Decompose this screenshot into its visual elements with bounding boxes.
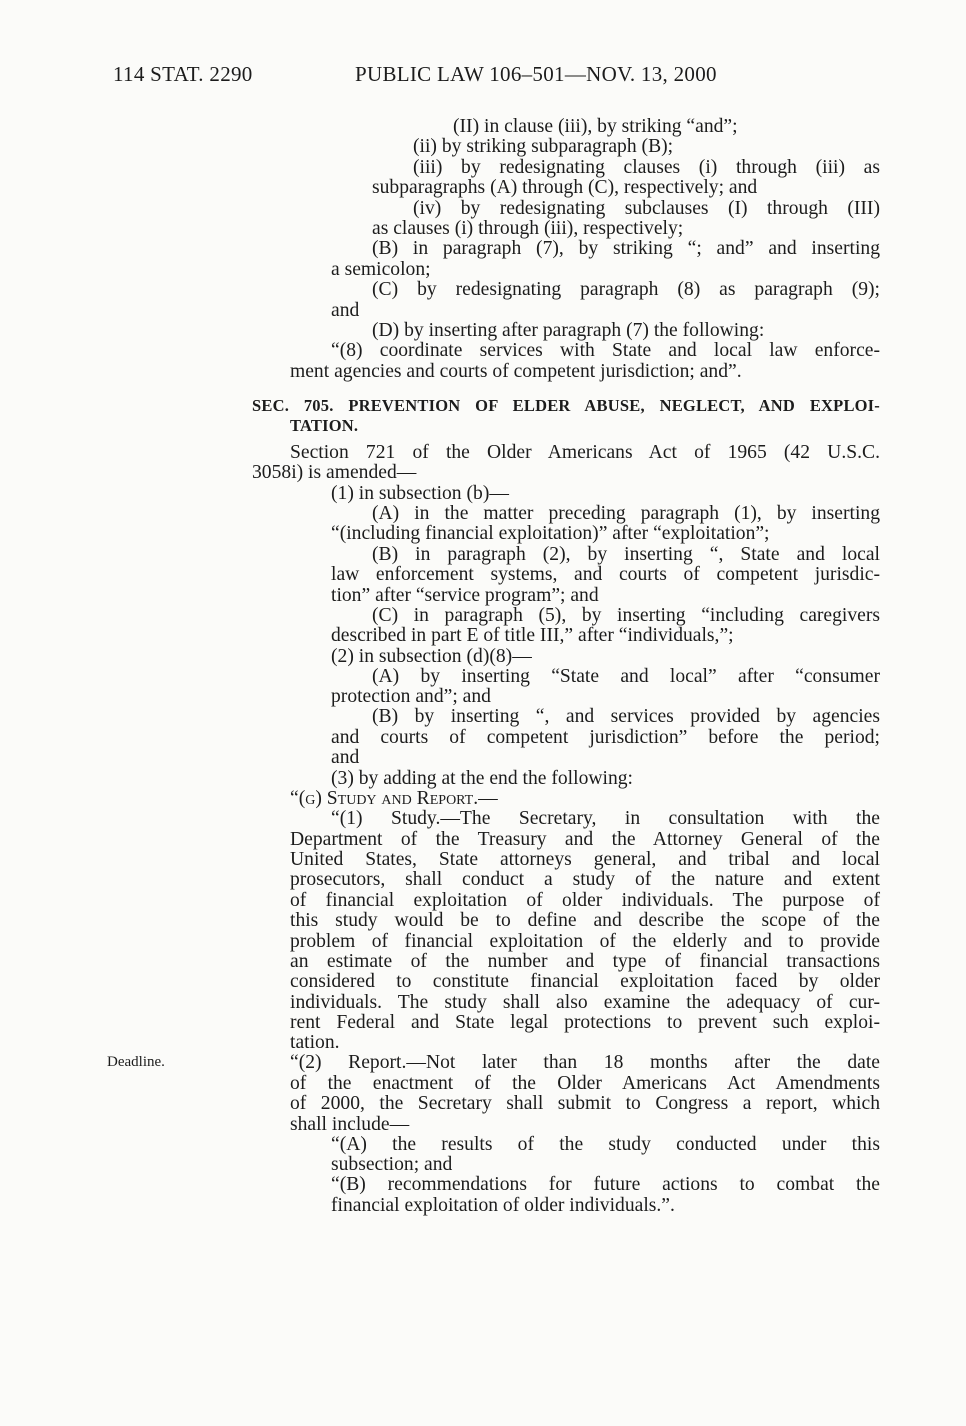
text-line: as clauses (i) through (iii), respectively; xyxy=(372,218,684,239)
text-line: United States, State attorneys general, and tribal and local xyxy=(290,849,880,870)
text-line: (B) in paragraph (7), by striking “; and” and inserting xyxy=(372,238,880,259)
text-line: and xyxy=(331,747,360,768)
text-line: “(8) coordinate services with State and local law enforce- xyxy=(331,340,880,361)
text-line: ment agencies and courts of competent jurisdiction; and”. xyxy=(290,361,742,382)
text-line: “(B) recommendations for future actions to combat the xyxy=(331,1174,880,1195)
text-line: tion” after “service program”; and xyxy=(331,585,599,606)
text-line: Section 721 of the Older Americans Act of 1965 (42 U.S.C. xyxy=(290,442,880,463)
running-title: PUBLIC LAW 106–501—NOV. 13, 2000 xyxy=(355,62,717,86)
text-line: (A) by inserting “State and local” after “consumer xyxy=(372,666,880,687)
text-line: (ii) by striking subparagraph (B); xyxy=(413,136,674,157)
text-line: “(2) Report.—Not later than 18 months after the date xyxy=(290,1052,880,1073)
text-line: (B) in paragraph (2), by inserting “, State and local xyxy=(372,544,880,565)
text-line: (D) by inserting after paragraph (7) the following: xyxy=(372,320,765,341)
text-line: prosecutors, shall conduct a study of the nature and extent xyxy=(290,869,880,890)
text-line: (A) in the matter preceding paragraph (1), by inserting xyxy=(372,503,880,524)
text-line: “(1) Study.—The Secretary, in consultation with the xyxy=(331,808,880,829)
stat-citation: 114 STAT. 2290 xyxy=(113,62,253,86)
text-line: subsection; and xyxy=(331,1154,453,1175)
text-line: of 2000, the Secretary shall submit to Congress a report, which xyxy=(290,1093,880,1114)
text-line: individuals. The study shall also examine the adequacy of cur- xyxy=(290,992,880,1013)
text-line: considered to constitute financial exploitation faced by older xyxy=(290,971,880,992)
text-line: (II) in clause (iii), by striking “and”; xyxy=(453,116,738,137)
text-line: (2) in subsection (d)(8)— xyxy=(331,646,532,667)
text-line: (B) by inserting “, and services provided by agencies xyxy=(372,706,880,727)
text-line: an estimate of the number and type of financial transactions xyxy=(290,951,880,972)
text-line: (iii) by redesignating clauses (i) through (iii) as xyxy=(413,157,880,178)
text-line: (C) in paragraph (5), by inserting “including caregivers xyxy=(372,605,880,626)
margin-note: Deadline. xyxy=(107,1054,165,1070)
text-line: described in part E of title III,” after “individuals,”; xyxy=(331,625,734,646)
section-heading-cont: TATION. xyxy=(290,416,359,435)
text-line: financial exploitation of older individuals.”. xyxy=(331,1195,675,1216)
text-line: a semicolon; xyxy=(331,259,431,280)
text-line: Department of the Treasury and the Attorney General of the xyxy=(290,829,880,850)
text-line: (1) in subsection (b)— xyxy=(331,483,509,504)
text-line: of financial exploitation of older individuals. The purpose of xyxy=(290,890,880,911)
text-line: 3058i) is amended— xyxy=(252,462,417,483)
text-line: law enforcement systems, and courts of competent jurisdic- xyxy=(331,564,880,585)
text-line: shall include— xyxy=(290,1114,410,1135)
subsection-heading: “(g) Study and Report.— xyxy=(290,788,498,809)
text-line: rent Federal and State legal protections to prevent such exploi- xyxy=(290,1012,880,1033)
text-line: of the enactment of the Older Americans Act Amendments xyxy=(290,1073,880,1094)
section-heading: SEC. 705. PREVENTION OF ELDER ABUSE, NEGLECT, AND EXPLOI- xyxy=(252,396,880,415)
text-line: problem of financial exploitation of the elderly and to provide xyxy=(290,931,880,952)
text-line: protection and”; and xyxy=(331,686,491,707)
text-line: and xyxy=(331,300,360,321)
text-line: this study would be to define and describe the scope of the xyxy=(290,910,880,931)
text-line: subparagraphs (A) through (C), respectively; and xyxy=(372,177,758,198)
text-line: (C) by redesignating paragraph (8) as paragraph (9); xyxy=(372,279,880,300)
text-line: (iv) by redesignating subclauses (I) through (III) xyxy=(413,198,880,219)
text-line: “(A) the results of the study conducted under this xyxy=(331,1134,880,1155)
text-line: and courts of competent jurisdiction” before the period; xyxy=(331,727,880,748)
text-line: tation. xyxy=(290,1032,340,1053)
text-line: “(including financial exploitation)” after “exploitation”; xyxy=(331,523,770,544)
text-line: (3) by adding at the end the following: xyxy=(331,768,634,789)
